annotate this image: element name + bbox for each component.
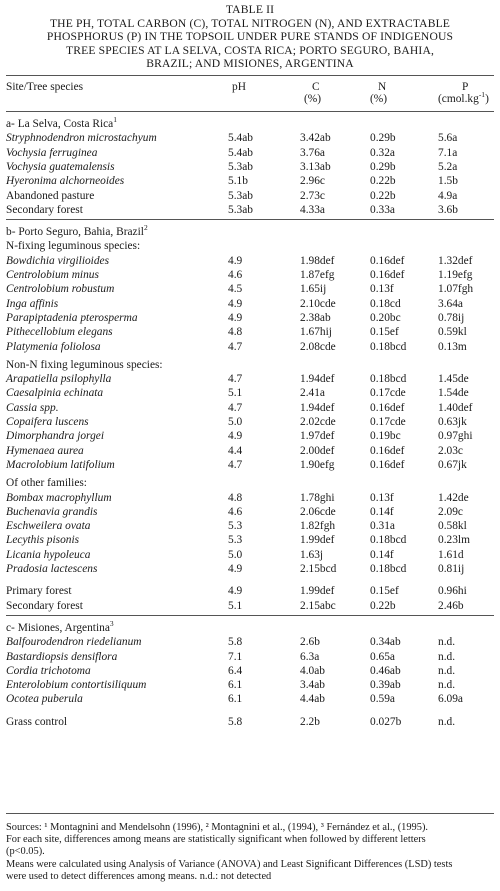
table-row [6, 269, 494, 282]
phosphorus-value: 3.6b [438, 203, 458, 216]
table-row [6, 373, 494, 386]
ph-value: 5.8 [228, 636, 243, 649]
nitrogen-value: 0.14f [370, 505, 394, 518]
carbon-value: 3.4ab [300, 679, 325, 692]
site-heading [6, 619, 494, 635]
phosphorus-value: 0.23lm [438, 534, 470, 547]
nitrogen-value: 0.22b [370, 599, 396, 612]
carbon-value: 1.98def [300, 254, 335, 267]
species-name: Vochysia guatemalensis [6, 160, 115, 173]
table-row [6, 459, 494, 472]
ph-value: 5.3ab [228, 203, 253, 216]
phosphorus-value: 2.09c [438, 505, 463, 518]
table-row [6, 679, 494, 692]
species-name: Dimorphandra jorgei [6, 430, 104, 443]
col-header-n: N [378, 81, 387, 93]
nitrogen-value: 0.59a [370, 693, 395, 706]
species-name: Balfourodendron riedelianum [6, 636, 142, 649]
phosphorus-value: 2.46b [438, 599, 464, 612]
nitrogen-value: 0.22b [370, 189, 396, 202]
site-heading-label: c- Misiones, Argentina [6, 621, 110, 634]
site-heading-label: b- Porto Seguro, Bahia, Brazil [6, 226, 144, 239]
species-name: Cordia trichotoma [6, 664, 91, 677]
col-unit-p-sup: -1 [478, 90, 486, 100]
ph-value: 5.3ab [228, 189, 253, 202]
phosphorus-value: 1.07fgh [438, 283, 474, 296]
table-title-line: TREE SPECIES AT LA SELVA, COSTA RICA; PORTO SEGURO, BAHIA, [65, 43, 435, 57]
nitrogen-value: 0.46ab [370, 664, 401, 677]
table-row [6, 534, 494, 547]
ph-value: 4.7 [228, 340, 243, 353]
phosphorus-value: n.d. [438, 664, 456, 677]
phosphorus-value: 5.6a [438, 132, 458, 145]
phosphorus-value: n.d. [438, 715, 456, 728]
site-heading-footnote-marker: 1 [113, 115, 117, 125]
species-name: Primary forest [6, 585, 72, 598]
species-group-heading [6, 240, 494, 253]
carbon-value: 1.82fgh [300, 520, 336, 533]
carbon-value: 2.73c [300, 189, 325, 202]
column-unit-row [6, 90, 494, 106]
carbon-value: 4.33a [300, 203, 325, 216]
site-heading-text [6, 223, 148, 239]
carbon-value: 4.4ab [300, 693, 325, 706]
group-heading-label: Of other families: [6, 477, 87, 490]
col-unit-p-end: ) [485, 93, 489, 105]
site-heading-footnote-marker: 2 [143, 223, 148, 233]
nitrogen-value: 0.18bcd [370, 373, 407, 386]
table-row [6, 585, 494, 598]
ph-value: 5.1b [228, 175, 248, 188]
table-row [6, 651, 494, 664]
carbon-value: 1.99def [300, 534, 335, 547]
carbon-value: 3.76a [300, 146, 325, 159]
ph-value: 5.0 [228, 416, 243, 428]
table-row [6, 506, 494, 519]
nitrogen-value: 0.14f [370, 548, 394, 561]
species-name: Centrolobium robustum [6, 283, 115, 296]
ph-value: 4.4 [228, 444, 243, 457]
col-unit-n: (%) [370, 93, 388, 105]
site-heading [6, 223, 494, 239]
nitrogen-value: 0.17cde [370, 387, 406, 400]
phosphorus-value: n.d. [438, 679, 456, 692]
ph-value: 4.9 [228, 297, 243, 310]
species-name: Abandoned pasture [6, 189, 95, 202]
nitrogen-value: 0.16def [370, 444, 405, 457]
ph-value: 5.8 [228, 715, 243, 728]
nitrogen-value: 0.34ab [370, 636, 401, 649]
ph-value: 4.9 [228, 563, 243, 575]
carbon-value: 2.41a [300, 387, 325, 400]
species-name: Parapiptadenia pterosperma [6, 311, 138, 324]
phosphorus-value: 4.9a [438, 189, 458, 202]
ph-value: 4.8 [228, 326, 243, 339]
nitrogen-value: 0.18bcd [370, 340, 407, 353]
table-row [6, 563, 494, 576]
footnote-significance: For each site, differences among means are statistically significant when followed by different letters [6, 834, 426, 846]
nitrogen-value: 0.29b [370, 132, 396, 145]
species-name: Bastardiopsis densiflora [6, 650, 118, 663]
carbon-value: 2.10cde [300, 297, 336, 310]
carbon-value: 1.78ghi [300, 491, 335, 504]
species-name: Copaifera luscens [6, 416, 89, 428]
nitrogen-value: 0.13f [370, 491, 394, 504]
nitrogen-value: 0.15ef [370, 585, 399, 598]
phosphorus-value: 1.45de [438, 373, 469, 386]
ph-value: 4.9 [228, 311, 243, 324]
footnote-methods: Means were calculated using Analysis of Variance (ANOVA) and Least Significant Differences (LSD) tests [6, 858, 453, 870]
top-rule [6, 75, 494, 76]
col-header-p: P [462, 81, 469, 93]
carbon-value: 2.15bcd [300, 563, 337, 575]
carbon-value: 3.13ab [300, 160, 331, 173]
footnote-methods-cont: were used to detect differences among means. n.d.: not detected [6, 870, 272, 882]
nitrogen-value: 0.13f [370, 283, 394, 296]
phosphorus-value: 3.64a [438, 297, 463, 310]
phosphorus-value: 5.2a [438, 160, 458, 173]
table-row [6, 416, 494, 429]
carbon-value: 2.6b [300, 636, 320, 649]
phosphorus-value: 7.1a [438, 146, 458, 159]
nitrogen-value: 0.19bc [370, 430, 401, 443]
nitrogen-value: 0.31a [370, 520, 395, 533]
nitrogen-value: 0.65a [370, 650, 395, 663]
site-heading-footnote-marker: 3 [109, 619, 114, 629]
nitrogen-value: 0.027b [370, 715, 402, 728]
phosphorus-value: 0.13m [438, 340, 467, 353]
ph-value: 4.9 [228, 430, 243, 443]
table-row [6, 549, 494, 562]
nitrogen-value: 0.29b [370, 160, 396, 173]
carbon-value: 2.02cde [300, 416, 336, 428]
carbon-value: 4.0ab [300, 664, 325, 677]
table-row [6, 190, 494, 203]
col-header-site: Site/Tree species [6, 81, 84, 93]
col-unit-c: (%) [304, 93, 322, 105]
group-heading-label: N-fixing leguminous species: [6, 240, 141, 253]
site-heading [6, 115, 494, 131]
table-row [6, 161, 494, 174]
species-name: Lecythis pisonis [6, 534, 80, 547]
species-name: Arapatiella psilophylla [6, 373, 112, 386]
species-name: Vochysia ferruginea [6, 146, 98, 159]
phosphorus-value: 1.5b [438, 175, 458, 188]
carbon-value: 1.94def [300, 373, 335, 386]
phosphorus-value: 0.58kl [438, 520, 467, 533]
species-name: Buchenavia grandis [6, 505, 98, 518]
ph-value: 5.0 [228, 548, 243, 561]
phosphorus-value: 1.32def [438, 254, 473, 267]
phosphorus-value: 0.78ij [438, 311, 465, 324]
carbon-value: 2.06cde [300, 505, 336, 518]
nitrogen-value: 0.33a [370, 203, 395, 216]
species-name: Secondary forest [6, 203, 83, 216]
table-row [6, 520, 494, 533]
carbon-value: 1.99def [300, 585, 335, 598]
table-row [6, 175, 494, 188]
table-row [6, 445, 494, 458]
phosphorus-value: 0.81ij [438, 563, 465, 575]
phosphorus-value: 1.61d [438, 548, 464, 561]
ph-value: 4.7 [228, 401, 243, 414]
phosphorus-value: 0.59kl [438, 326, 467, 339]
table-row [6, 402, 494, 415]
species-name: Eschweilera ovata [6, 520, 91, 533]
group-heading-label: Non-N fixing leguminous species: [6, 358, 163, 371]
nitrogen-value: 0.18cd [370, 297, 401, 310]
table-row [6, 636, 494, 649]
table-row [6, 665, 494, 678]
col-unit-p-base: (cmol.kg [438, 93, 479, 105]
ph-value: 6.1 [228, 693, 243, 706]
phosphorus-value: 1.40def [438, 401, 473, 414]
ph-value: 4.9 [228, 254, 243, 267]
footnote-sources: Sources: ¹ Montagnini and Mendelsohn (1996), ² Montagnini et al., (1994), ³ Fernández et al., (1995). [6, 822, 428, 833]
table-title-line: PHOSPHORUS (P) IN THE TOPSOIL UNDER PURE STANDS OF INDIGENOUS [46, 30, 454, 44]
ph-value: 5.3 [228, 520, 243, 533]
ph-value: 6.4 [228, 664, 243, 677]
carbon-value: 6.3a [300, 650, 320, 663]
table-row [6, 492, 494, 505]
ph-value: 4.6 [228, 505, 243, 518]
table-row [6, 600, 494, 613]
table-footnotes [6, 822, 494, 883]
ph-value: 4.9 [228, 585, 243, 598]
carbon-value: 1.67hij [300, 326, 332, 339]
species-name: Pithecellobium elegans [6, 326, 113, 339]
ph-value: 5.3 [228, 534, 243, 547]
col-unit-p [438, 90, 489, 106]
table-row [6, 204, 494, 217]
table-row [6, 341, 494, 354]
ph-value: 5.3ab [228, 160, 253, 173]
carbon-value: 2.38ab [300, 311, 331, 324]
nitrogen-value: 0.17cde [370, 416, 406, 428]
species-name: Enterolobium contortisiliquum [6, 679, 147, 692]
carbon-value: 1.97def [300, 430, 335, 443]
nitrogen-value: 0.16def [370, 254, 405, 267]
phosphorus-value: 0.63jk [438, 416, 467, 428]
phosphorus-value: 0.97ghi [438, 430, 473, 443]
ph-value: 4.7 [228, 458, 243, 471]
section-rule [6, 219, 494, 220]
table-row [6, 312, 494, 325]
carbon-value: 2.15abc [300, 599, 336, 612]
table-row [6, 298, 494, 311]
nitrogen-value: 0.39ab [370, 679, 401, 692]
table-row [6, 430, 494, 443]
carbon-value: 2.2b [300, 715, 320, 728]
phosphorus-value: 1.54de [438, 387, 469, 400]
nitrogen-value: 0.18bcd [370, 534, 407, 547]
table-row [6, 132, 494, 145]
table-title-line: TABLE II [225, 3, 275, 16]
ph-value: 4.5 [228, 283, 243, 296]
carbon-value: 2.00def [300, 444, 335, 457]
ph-value: 5.4ab [228, 146, 253, 159]
phosphorus-value: 1.42de [438, 491, 469, 504]
nitrogen-value: 0.15ef [370, 326, 399, 339]
phosphorus-value: 2.03c [438, 444, 463, 457]
carbon-value: 1.63j [300, 548, 324, 561]
nitrogen-value: 0.16def [370, 269, 405, 281]
phosphorus-value: n.d. [438, 636, 456, 649]
ph-value: 6.1 [228, 679, 243, 692]
site-heading-label: a- La Selva, Costa Rica [6, 118, 114, 130]
species-name: Hymenaea aurea [6, 444, 84, 457]
species-name: Licania hypoleuca [6, 548, 91, 561]
phosphorus-value: 0.96hi [438, 585, 467, 598]
bottom-rule [6, 813, 494, 814]
species-name: Cassia spp. [6, 401, 59, 414]
ph-value: 4.8 [228, 491, 243, 504]
species-name: Caesalpinia echinata [6, 387, 104, 400]
species-group-heading [6, 359, 494, 372]
table-title-line: BRAZIL; AND MISIONES, ARGENTINA [146, 57, 354, 71]
species-name: Ocotea puberula [6, 693, 83, 706]
table-title-line: THE PH, TOTAL CARBON (C), TOTAL NITROGEN (N), AND EXTRACTABLE [49, 16, 451, 30]
nitrogen-value: 0.16def [370, 458, 405, 471]
species-name: Hyeronima alchorneoides [6, 175, 125, 188]
nitrogen-value: 0.22b [370, 175, 396, 188]
col-header-c: C [312, 81, 320, 93]
species-name: Bowdichia virgilioides [6, 254, 110, 267]
phosphorus-value: 6.09a [438, 693, 463, 706]
table-row [6, 326, 494, 339]
carbon-value: 2.08cde [300, 340, 336, 353]
species-name: Secondary forest [6, 599, 83, 612]
carbon-value: 1.65ij [300, 283, 327, 296]
nitrogen-value: 0.20bc [370, 311, 401, 324]
carbon-value: 3.42ab [300, 132, 331, 145]
site-heading-text [6, 619, 114, 635]
ph-value: 5.1 [228, 387, 243, 400]
ph-value: 4.7 [228, 373, 243, 386]
footnote-significance-cont: (p<0.05). [6, 846, 45, 858]
ph-value: 5.4ab [228, 132, 253, 145]
site-heading-text [6, 115, 117, 131]
header-rule [6, 111, 494, 112]
species-name: Grass control [6, 715, 68, 728]
table-row [6, 283, 494, 296]
phosphorus-value: n.d. [438, 650, 456, 663]
table-row [6, 147, 494, 160]
carbon-value: 1.87efg [300, 269, 335, 281]
species-name: Stryphnodendron microstachyum [6, 132, 157, 145]
species-group-heading [6, 477, 494, 490]
table-row [6, 255, 494, 268]
carbon-value: 2.96c [300, 175, 325, 188]
carbon-value: 1.94def [300, 401, 335, 414]
species-name: Pradosia lactescens [6, 563, 98, 575]
nitrogen-value: 0.16def [370, 401, 405, 414]
species-name: Centrolobium minus [6, 269, 99, 281]
ph-value: 4.6 [228, 269, 243, 281]
phosphorus-value: 1.19efg [438, 269, 473, 281]
table-title [6, 0, 494, 71]
species-name: Inga affinis [6, 297, 59, 310]
nitrogen-value: 0.32a [370, 146, 395, 159]
col-header-ph: pH [232, 81, 246, 93]
ph-value: 7.1 [228, 650, 243, 663]
table-row [6, 693, 494, 706]
nitrogen-value: 0.18bcd [370, 563, 407, 575]
carbon-value: 1.90efg [300, 458, 335, 471]
section-rule [6, 615, 494, 616]
phosphorus-value: 0.67jk [438, 458, 467, 471]
species-name: Macrolobium latifolium [6, 458, 115, 471]
species-name: Platymenia foliolosa [6, 340, 101, 353]
table-row [6, 387, 494, 400]
species-name: Bombax macrophyllum [6, 491, 112, 504]
ph-value: 5.1 [228, 599, 243, 612]
table-row [6, 716, 494, 729]
